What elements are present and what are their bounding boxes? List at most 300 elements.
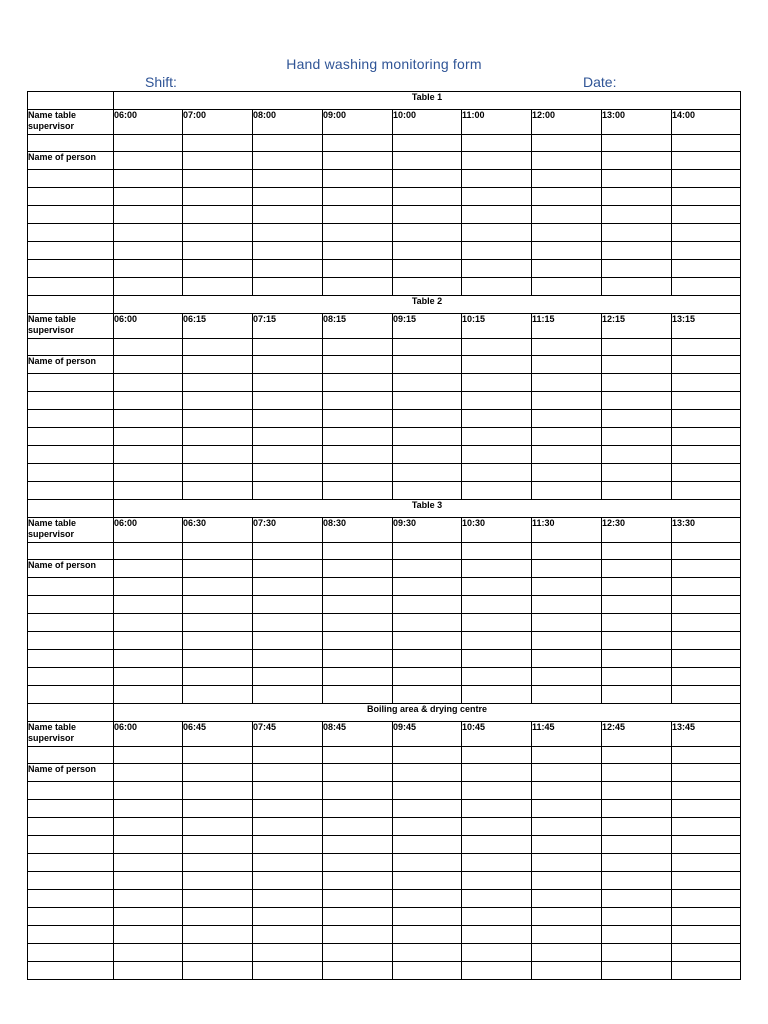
entry-cell[interactable] (462, 800, 532, 818)
person-check-cell[interactable] (462, 560, 532, 578)
supervisor-entry-cell[interactable] (672, 135, 741, 152)
entry-cell[interactable] (114, 944, 183, 962)
person-check-cell[interactable] (462, 152, 532, 170)
entry-cell[interactable] (532, 224, 602, 242)
entry-cell[interactable] (28, 188, 114, 206)
entry-cell[interactable] (183, 890, 253, 908)
entry-cell[interactable] (28, 428, 114, 446)
entry-cell[interactable] (602, 836, 672, 854)
entry-cell[interactable] (393, 596, 462, 614)
supervisor-entry-cell[interactable] (114, 543, 183, 560)
entry-cell[interactable] (532, 686, 602, 704)
entry-cell[interactable] (28, 890, 114, 908)
entry-cell[interactable] (602, 374, 672, 392)
entry-cell[interactable] (28, 464, 114, 482)
entry-cell[interactable] (393, 818, 462, 836)
entry-cell[interactable] (183, 260, 253, 278)
entry-cell[interactable] (602, 614, 672, 632)
entry-cell[interactable] (28, 872, 114, 890)
entry-cell[interactable] (323, 206, 393, 224)
entry-cell[interactable] (183, 962, 253, 980)
entry-cell[interactable] (672, 242, 741, 260)
supervisor-entry-cell[interactable] (253, 747, 323, 764)
entry-cell[interactable] (114, 446, 183, 464)
entry-cell[interactable] (28, 278, 114, 296)
supervisor-entry-cell[interactable] (323, 339, 393, 356)
entry-cell[interactable] (114, 374, 183, 392)
entry-cell[interactable] (183, 836, 253, 854)
entry-cell[interactable] (114, 872, 183, 890)
entry-cell[interactable] (253, 170, 323, 188)
person-check-cell[interactable] (672, 764, 741, 782)
entry-cell[interactable] (672, 632, 741, 650)
entry-cell[interactable] (602, 446, 672, 464)
entry-cell[interactable] (183, 668, 253, 686)
entry-cell[interactable] (183, 800, 253, 818)
entry-cell[interactable] (393, 668, 462, 686)
person-check-cell[interactable] (393, 356, 462, 374)
entry-cell[interactable] (672, 446, 741, 464)
entry-cell[interactable] (393, 374, 462, 392)
entry-cell[interactable] (462, 632, 532, 650)
entry-cell[interactable] (183, 632, 253, 650)
entry-cell[interactable] (114, 464, 183, 482)
entry-cell[interactable] (672, 818, 741, 836)
supervisor-entry-cell[interactable] (393, 339, 462, 356)
person-check-cell[interactable] (114, 356, 183, 374)
entry-cell[interactable] (28, 392, 114, 410)
entry-cell[interactable] (462, 686, 532, 704)
entry-cell[interactable] (183, 650, 253, 668)
entry-cell[interactable] (323, 596, 393, 614)
entry-cell[interactable] (462, 596, 532, 614)
entry-cell[interactable] (28, 962, 114, 980)
entry-cell[interactable] (28, 614, 114, 632)
supervisor-entry-cell[interactable] (393, 135, 462, 152)
entry-cell[interactable] (532, 578, 602, 596)
entry-cell[interactable] (183, 278, 253, 296)
entry-cell[interactable] (462, 836, 532, 854)
person-check-cell[interactable] (672, 560, 741, 578)
person-check-cell[interactable] (183, 764, 253, 782)
entry-cell[interactable] (393, 686, 462, 704)
entry-cell[interactable] (462, 944, 532, 962)
entry-cell[interactable] (393, 224, 462, 242)
entry-cell[interactable] (253, 632, 323, 650)
person-check-cell[interactable] (532, 764, 602, 782)
entry-cell[interactable] (532, 818, 602, 836)
person-check-cell[interactable] (323, 152, 393, 170)
entry-cell[interactable] (462, 188, 532, 206)
entry-cell[interactable] (462, 170, 532, 188)
entry-cell[interactable] (602, 242, 672, 260)
person-check-cell[interactable] (183, 560, 253, 578)
entry-cell[interactable] (602, 632, 672, 650)
entry-cell[interactable] (114, 926, 183, 944)
entry-cell[interactable] (183, 464, 253, 482)
entry-cell[interactable] (253, 428, 323, 446)
entry-cell[interactable] (602, 926, 672, 944)
entry-cell[interactable] (393, 944, 462, 962)
entry-cell[interactable] (672, 962, 741, 980)
entry-cell[interactable] (602, 188, 672, 206)
entry-cell[interactable] (114, 428, 183, 446)
supervisor-entry-cell[interactable] (672, 747, 741, 764)
entry-cell[interactable] (253, 962, 323, 980)
entry-cell[interactable] (602, 800, 672, 818)
entry-cell[interactable] (28, 446, 114, 464)
person-check-cell[interactable] (183, 152, 253, 170)
entry-cell[interactable] (393, 782, 462, 800)
entry-cell[interactable] (532, 392, 602, 410)
entry-cell[interactable] (393, 890, 462, 908)
entry-cell[interactable] (532, 242, 602, 260)
entry-cell[interactable] (114, 596, 183, 614)
entry-cell[interactable] (253, 188, 323, 206)
supervisor-entry-cell[interactable] (393, 747, 462, 764)
entry-cell[interactable] (602, 944, 672, 962)
person-check-cell[interactable] (462, 764, 532, 782)
person-check-cell[interactable] (462, 356, 532, 374)
entry-cell[interactable] (532, 446, 602, 464)
entry-cell[interactable] (28, 224, 114, 242)
entry-cell[interactable] (253, 596, 323, 614)
entry-cell[interactable] (253, 278, 323, 296)
entry-cell[interactable] (183, 854, 253, 872)
entry-cell[interactable] (183, 818, 253, 836)
entry-cell[interactable] (393, 206, 462, 224)
supervisor-entry-cell[interactable] (183, 339, 253, 356)
entry-cell[interactable] (183, 782, 253, 800)
entry-cell[interactable] (114, 188, 183, 206)
entry-cell[interactable] (532, 650, 602, 668)
entry-cell[interactable] (183, 410, 253, 428)
supervisor-entry-cell[interactable] (183, 135, 253, 152)
entry-cell[interactable] (672, 428, 741, 446)
entry-cell[interactable] (253, 464, 323, 482)
entry-cell[interactable] (114, 392, 183, 410)
entry-cell[interactable] (532, 890, 602, 908)
person-check-cell[interactable] (183, 356, 253, 374)
supervisor-entry-cell[interactable] (253, 543, 323, 560)
entry-cell[interactable] (462, 260, 532, 278)
entry-cell[interactable] (532, 464, 602, 482)
entry-cell[interactable] (323, 668, 393, 686)
entry-cell[interactable] (323, 818, 393, 836)
entry-cell[interactable] (672, 392, 741, 410)
entry-cell[interactable] (253, 800, 323, 818)
entry-cell[interactable] (672, 872, 741, 890)
entry-cell[interactable] (323, 686, 393, 704)
entry-cell[interactable] (602, 962, 672, 980)
entry-cell[interactable] (462, 614, 532, 632)
entry-cell[interactable] (323, 908, 393, 926)
person-check-cell[interactable] (532, 356, 602, 374)
supervisor-entry-cell[interactable] (183, 543, 253, 560)
supervisor-entry-cell[interactable] (323, 135, 393, 152)
supervisor-entry-cell[interactable] (602, 747, 672, 764)
entry-cell[interactable] (114, 890, 183, 908)
entry-cell[interactable] (28, 374, 114, 392)
entry-cell[interactable] (114, 632, 183, 650)
entry-cell[interactable] (532, 908, 602, 926)
entry-cell[interactable] (602, 170, 672, 188)
entry-cell[interactable] (114, 482, 183, 500)
supervisor-entry-cell[interactable] (28, 543, 114, 560)
entry-cell[interactable] (602, 686, 672, 704)
person-check-cell[interactable] (323, 356, 393, 374)
person-check-cell[interactable] (602, 764, 672, 782)
entry-cell[interactable] (28, 782, 114, 800)
entry-cell[interactable] (253, 650, 323, 668)
entry-cell[interactable] (323, 188, 393, 206)
entry-cell[interactable] (183, 392, 253, 410)
entry-cell[interactable] (532, 872, 602, 890)
entry-cell[interactable] (602, 668, 672, 686)
entry-cell[interactable] (28, 596, 114, 614)
entry-cell[interactable] (393, 446, 462, 464)
entry-cell[interactable] (532, 632, 602, 650)
entry-cell[interactable] (323, 278, 393, 296)
entry-cell[interactable] (462, 374, 532, 392)
entry-cell[interactable] (323, 260, 393, 278)
entry-cell[interactable] (323, 614, 393, 632)
entry-cell[interactable] (462, 206, 532, 224)
entry-cell[interactable] (462, 650, 532, 668)
entry-cell[interactable] (602, 596, 672, 614)
entry-cell[interactable] (323, 374, 393, 392)
entry-cell[interactable] (28, 908, 114, 926)
entry-cell[interactable] (602, 782, 672, 800)
entry-cell[interactable] (183, 482, 253, 500)
entry-cell[interactable] (114, 650, 183, 668)
entry-cell[interactable] (323, 872, 393, 890)
person-check-cell[interactable] (393, 764, 462, 782)
entry-cell[interactable] (672, 170, 741, 188)
entry-cell[interactable] (532, 278, 602, 296)
entry-cell[interactable] (253, 578, 323, 596)
supervisor-entry-cell[interactable] (323, 543, 393, 560)
supervisor-entry-cell[interactable] (602, 339, 672, 356)
entry-cell[interactable] (532, 206, 602, 224)
entry-cell[interactable] (462, 392, 532, 410)
entry-cell[interactable] (114, 260, 183, 278)
supervisor-entry-cell[interactable] (114, 135, 183, 152)
entry-cell[interactable] (393, 170, 462, 188)
entry-cell[interactable] (462, 410, 532, 428)
entry-cell[interactable] (28, 836, 114, 854)
entry-cell[interactable] (183, 206, 253, 224)
entry-cell[interactable] (28, 854, 114, 872)
entry-cell[interactable] (532, 668, 602, 686)
supervisor-entry-cell[interactable] (253, 135, 323, 152)
entry-cell[interactable] (323, 482, 393, 500)
entry-cell[interactable] (183, 578, 253, 596)
person-check-cell[interactable] (114, 152, 183, 170)
entry-cell[interactable] (323, 224, 393, 242)
entry-cell[interactable] (672, 278, 741, 296)
entry-cell[interactable] (183, 242, 253, 260)
entry-cell[interactable] (393, 836, 462, 854)
entry-cell[interactable] (672, 374, 741, 392)
supervisor-entry-cell[interactable] (323, 747, 393, 764)
supervisor-entry-cell[interactable] (114, 747, 183, 764)
entry-cell[interactable] (462, 464, 532, 482)
entry-cell[interactable] (393, 908, 462, 926)
entry-cell[interactable] (672, 206, 741, 224)
entry-cell[interactable] (462, 962, 532, 980)
entry-cell[interactable] (253, 614, 323, 632)
entry-cell[interactable] (532, 410, 602, 428)
entry-cell[interactable] (672, 410, 741, 428)
entry-cell[interactable] (253, 944, 323, 962)
entry-cell[interactable] (393, 800, 462, 818)
supervisor-entry-cell[interactable] (602, 543, 672, 560)
entry-cell[interactable] (323, 242, 393, 260)
supervisor-entry-cell[interactable] (532, 747, 602, 764)
entry-cell[interactable] (114, 278, 183, 296)
entry-cell[interactable] (323, 632, 393, 650)
entry-cell[interactable] (532, 428, 602, 446)
person-check-cell[interactable] (253, 560, 323, 578)
entry-cell[interactable] (462, 818, 532, 836)
entry-cell[interactable] (28, 668, 114, 686)
person-check-cell[interactable] (393, 152, 462, 170)
entry-cell[interactable] (602, 872, 672, 890)
entry-cell[interactable] (393, 926, 462, 944)
entry-cell[interactable] (462, 854, 532, 872)
entry-cell[interactable] (253, 242, 323, 260)
entry-cell[interactable] (323, 170, 393, 188)
entry-cell[interactable] (393, 464, 462, 482)
entry-cell[interactable] (183, 224, 253, 242)
entry-cell[interactable] (393, 578, 462, 596)
entry-cell[interactable] (323, 428, 393, 446)
entry-cell[interactable] (532, 962, 602, 980)
supervisor-entry-cell[interactable] (462, 543, 532, 560)
entry-cell[interactable] (672, 596, 741, 614)
entry-cell[interactable] (602, 818, 672, 836)
entry-cell[interactable] (28, 632, 114, 650)
entry-cell[interactable] (672, 224, 741, 242)
entry-cell[interactable] (323, 944, 393, 962)
entry-cell[interactable] (114, 836, 183, 854)
entry-cell[interactable] (602, 392, 672, 410)
supervisor-entry-cell[interactable] (462, 747, 532, 764)
entry-cell[interactable] (602, 464, 672, 482)
entry-cell[interactable] (462, 908, 532, 926)
entry-cell[interactable] (462, 242, 532, 260)
entry-cell[interactable] (602, 410, 672, 428)
person-check-cell[interactable] (602, 152, 672, 170)
entry-cell[interactable] (602, 428, 672, 446)
entry-cell[interactable] (253, 854, 323, 872)
entry-cell[interactable] (532, 482, 602, 500)
entry-cell[interactable] (672, 668, 741, 686)
entry-cell[interactable] (253, 224, 323, 242)
entry-cell[interactable] (672, 854, 741, 872)
entry-cell[interactable] (323, 782, 393, 800)
entry-cell[interactable] (532, 260, 602, 278)
entry-cell[interactable] (183, 614, 253, 632)
entry-cell[interactable] (253, 782, 323, 800)
entry-cell[interactable] (462, 926, 532, 944)
supervisor-entry-cell[interactable] (393, 543, 462, 560)
entry-cell[interactable] (532, 188, 602, 206)
entry-cell[interactable] (393, 428, 462, 446)
entry-cell[interactable] (462, 782, 532, 800)
entry-cell[interactable] (114, 962, 183, 980)
entry-cell[interactable] (672, 890, 741, 908)
person-check-cell[interactable] (253, 356, 323, 374)
entry-cell[interactable] (28, 818, 114, 836)
entry-cell[interactable] (672, 800, 741, 818)
entry-cell[interactable] (672, 482, 741, 500)
entry-cell[interactable] (28, 482, 114, 500)
entry-cell[interactable] (393, 410, 462, 428)
entry-cell[interactable] (253, 890, 323, 908)
entry-cell[interactable] (672, 578, 741, 596)
entry-cell[interactable] (183, 908, 253, 926)
entry-cell[interactable] (462, 890, 532, 908)
entry-cell[interactable] (602, 890, 672, 908)
supervisor-entry-cell[interactable] (183, 747, 253, 764)
entry-cell[interactable] (114, 578, 183, 596)
entry-cell[interactable] (114, 224, 183, 242)
entry-cell[interactable] (393, 392, 462, 410)
entry-cell[interactable] (602, 650, 672, 668)
entry-cell[interactable] (602, 578, 672, 596)
entry-cell[interactable] (28, 242, 114, 260)
person-check-cell[interactable] (253, 764, 323, 782)
entry-cell[interactable] (183, 944, 253, 962)
supervisor-entry-cell[interactable] (28, 135, 114, 152)
entry-cell[interactable] (323, 854, 393, 872)
entry-cell[interactable] (253, 446, 323, 464)
entry-cell[interactable] (602, 260, 672, 278)
entry-cell[interactable] (462, 578, 532, 596)
person-check-cell[interactable] (253, 152, 323, 170)
entry-cell[interactable] (114, 908, 183, 926)
entry-cell[interactable] (323, 578, 393, 596)
supervisor-entry-cell[interactable] (462, 339, 532, 356)
entry-cell[interactable] (114, 782, 183, 800)
entry-cell[interactable] (253, 392, 323, 410)
entry-cell[interactable] (602, 224, 672, 242)
supervisor-entry-cell[interactable] (602, 135, 672, 152)
entry-cell[interactable] (532, 782, 602, 800)
entry-cell[interactable] (253, 818, 323, 836)
supervisor-entry-cell[interactable] (672, 543, 741, 560)
entry-cell[interactable] (114, 170, 183, 188)
entry-cell[interactable] (253, 374, 323, 392)
entry-cell[interactable] (532, 800, 602, 818)
entry-cell[interactable] (183, 428, 253, 446)
entry-cell[interactable] (253, 260, 323, 278)
entry-cell[interactable] (28, 578, 114, 596)
entry-cell[interactable] (672, 836, 741, 854)
entry-cell[interactable] (602, 482, 672, 500)
entry-cell[interactable] (183, 872, 253, 890)
supervisor-entry-cell[interactable] (253, 339, 323, 356)
entry-cell[interactable] (323, 446, 393, 464)
entry-cell[interactable] (28, 926, 114, 944)
person-check-cell[interactable] (672, 152, 741, 170)
entry-cell[interactable] (253, 872, 323, 890)
entry-cell[interactable] (323, 800, 393, 818)
entry-cell[interactable] (532, 596, 602, 614)
entry-cell[interactable] (253, 926, 323, 944)
